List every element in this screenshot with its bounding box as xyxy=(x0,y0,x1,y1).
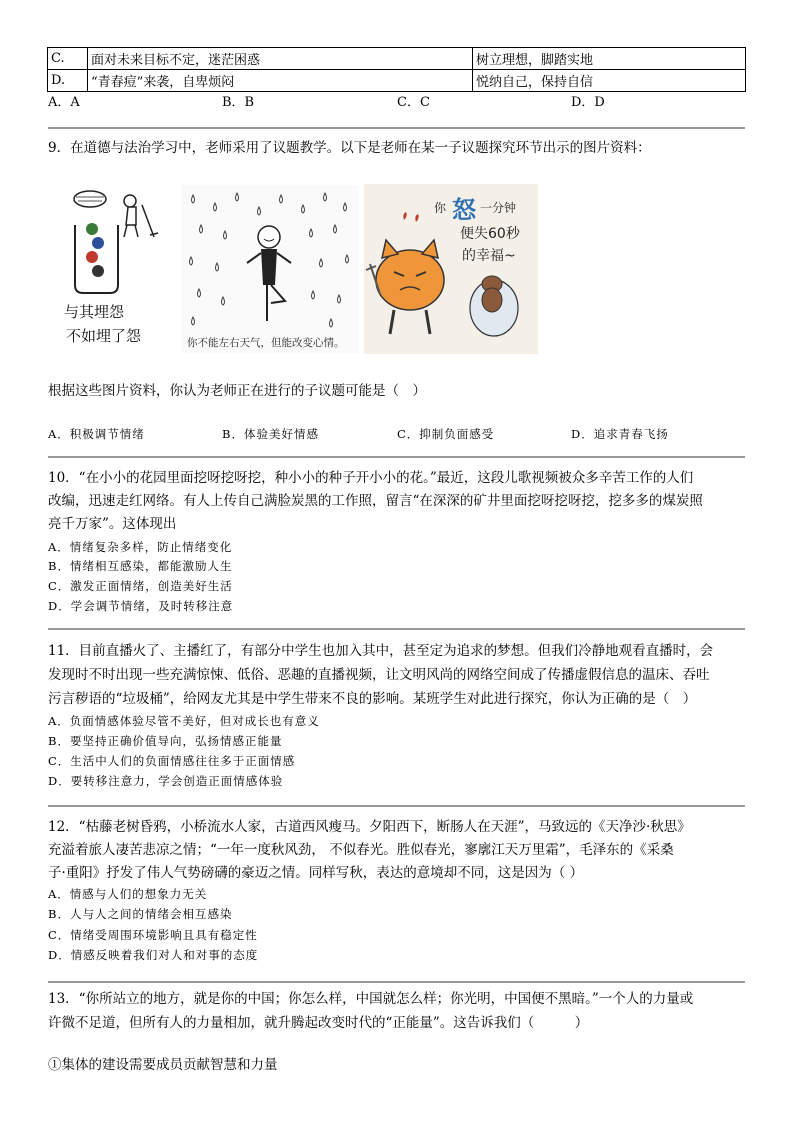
table-cell: C. xyxy=(48,48,88,70)
table-cell: 面对未来目标不定，迷茫困惑 xyxy=(88,48,473,70)
q9-option-c[interactable]: C．抑制负面感受 xyxy=(397,427,495,441)
separator xyxy=(48,805,745,807)
q11-option-b[interactable]: B．要坚持正确价值导向，弘扬情感正能量 xyxy=(48,734,283,748)
q13-item-1: ①集体的建设需要成员贡献智慧和力量 xyxy=(48,1057,278,1073)
q10-stem-line-3: 亮千万家”。这体现出 xyxy=(48,516,177,532)
table-cell: “青春痘”来袭，自卑烦闷 xyxy=(88,70,473,92)
table-cell: 树立理想，脚踏实地 xyxy=(473,48,746,70)
q11-option-d[interactable]: D．要转移注意力，学会创造正面情感体验 xyxy=(48,774,284,788)
q10-option-b[interactable]: B．情绪相互感染，都能激励人生 xyxy=(48,559,233,573)
q12-option-b[interactable]: B．人与人之间的情绪会相互感染 xyxy=(48,907,233,921)
q11-stem-line-2: 发现时不时出现一些充满惊悚、低俗、恶趣的直播视频，让文明风尚的网络空间成了传播虚假信息的温床、吞吐 xyxy=(48,667,710,683)
table-row xyxy=(48,48,746,70)
digging-man-illustration xyxy=(50,185,170,353)
q10-option-c[interactable]: C．激发正面情绪，创造美好生活 xyxy=(48,579,233,593)
q9-option-d[interactable]: D．追求青春飞扬 xyxy=(571,427,669,441)
caption-minute: 一分钟 xyxy=(480,201,517,215)
caption-you: 你 xyxy=(434,201,447,215)
table-cell: D. xyxy=(48,70,88,92)
q10-option-a[interactable]: A．情绪复杂多样，防止情绪变化 xyxy=(48,540,233,554)
caption-happiness: 的幸福~ xyxy=(462,248,516,264)
separator xyxy=(48,981,745,983)
q8-option-c[interactable]: C．C xyxy=(397,95,430,110)
q9-image-bury-complaint xyxy=(50,185,170,353)
q11-stem-line-1: 11．目前直播火了、主播红了，有部分中学生也加入其中，甚至定为追求的梦想。但我们冷静地观看直播时，会 xyxy=(48,643,714,659)
separator xyxy=(48,628,745,630)
separator xyxy=(48,127,745,129)
q9-stem: 9．在道德与法治学习中，老师采用了议题教学。以下是老师在某一子议题探究环节出示的图片资料： xyxy=(48,140,651,156)
q13-stem-line-2: 许微不足道，但所有人的力量相加，就升腾起改变时代的“正能量”。这告诉我们（ ） xyxy=(48,1015,589,1031)
caption-anger: 怒 xyxy=(452,196,476,224)
q10-stem-line-1: 10．“在小小的花园里面挖呀挖呀挖，种小小的种子开小小的花。”最近，这段儿歌视频被众多辛苦工作的人们 xyxy=(48,470,694,486)
q9-image-anger-minute xyxy=(364,184,538,354)
q8-option-d[interactable]: D．D xyxy=(571,95,605,110)
q9-option-a[interactable]: A．积极调节情绪 xyxy=(48,427,145,441)
separator xyxy=(48,456,745,458)
caption: 你不能左右天气，但能改变心情。 xyxy=(187,337,345,349)
caption-line-2: 不如埋了怨 xyxy=(66,327,142,345)
q11-option-c[interactable]: C．生活中人们的负面情感往往多于正面情感 xyxy=(48,754,296,768)
caption-line-1: 与其埋怨 xyxy=(64,303,125,321)
q12-stem-line-1: 12．“枯藤老树昏鸦，小桥流水人家，古道西风瘦马。夕阳西下，断肠人在天涯”，马致远的《天净沙·秋思》 xyxy=(48,819,691,835)
caption-lose: 便失60秒 xyxy=(460,226,520,242)
q12-option-c[interactable]: C．情绪受周围环境影响且具有稳定性 xyxy=(48,928,258,942)
q12-stem-line-3: 子·重阳》抒发了伟人气势磅礴的豪迈之情。同样写秋，表达的意境却不同，这是因为（ ） xyxy=(48,865,584,881)
q11-option-a[interactable]: A．负面情感体验尽管不美好，但对成长也有意义 xyxy=(48,714,320,728)
table-row xyxy=(48,70,746,92)
q8-table xyxy=(47,47,746,92)
q9-option-b[interactable]: B．体验美好情感 xyxy=(222,427,319,441)
q9-question: 根据这些图片资料，你认为老师正在进行的子议题可能是（ ） xyxy=(48,383,426,399)
q13-stem-line-1: 13．“你所站立的地方，就是你的中国；你怎么样，中国就怎么样；你光明，中国便不黑暗。”一个人的力量或 xyxy=(48,991,694,1007)
q10-option-d[interactable]: D．学会调节情绪，及时转移注意 xyxy=(48,599,234,613)
q9-image-weather-mood xyxy=(181,185,359,353)
q10-stem-line-2: 改编，迅速走红网络。有人上传自己满脸炭黑的工作照，留言“在深深的矿井里面挖呀挖呀挖，挖多多的煤炭照 xyxy=(48,493,703,509)
angry-cat-illustration xyxy=(364,184,538,354)
q8-option-b[interactable]: B．B xyxy=(222,95,255,110)
table-cell: 悦纳自己，保持自信 xyxy=(473,70,746,92)
q8-option-a[interactable]: A．A xyxy=(48,95,80,110)
q12-option-a[interactable]: A．情感与人们的想象力无关 xyxy=(48,887,208,901)
q12-stem-line-2: 充溢着旅人凄苦悲凉之情；“一年一度秋风劲， 不似春光。胜似春光，寥廓江天万里霜”，毛泽东的《采桑 xyxy=(48,842,674,858)
q12-option-d[interactable]: D．情感反映着我们对人和对事的态度 xyxy=(48,948,259,962)
q11-stem-line-3: 污言秽语的“垃圾桶”，给网友尤其是中学生带来不良的影响。某班学生对此进行探究，你认为正确的是（ ） xyxy=(48,691,697,707)
raindrops-illustration xyxy=(181,185,359,353)
